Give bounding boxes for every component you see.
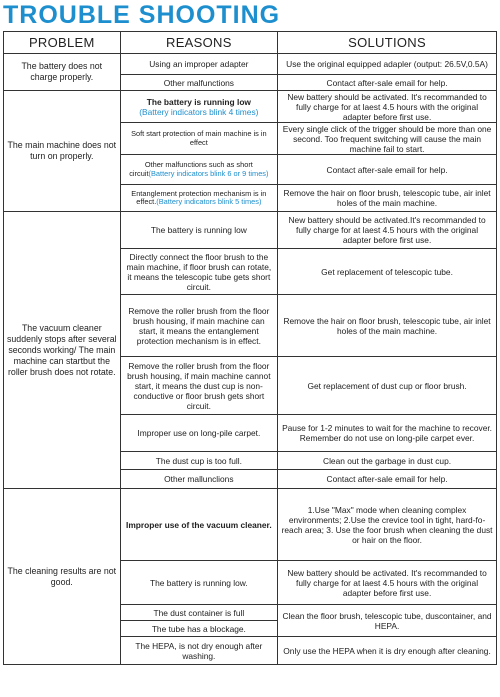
solution-cell: Remove the hair on floor brush, telescopic tube, air inlet holes of the main machine. xyxy=(278,185,497,212)
table-row xyxy=(4,212,497,249)
reason-cell: The dust container is full xyxy=(120,605,278,621)
problem-cell: The main machine does not turn on properly. xyxy=(4,91,121,212)
solution-cell: 1.Use "Max" mode when cleaning complex environments; 2.Use the crevice tool in tight, hard-fo-reach area; 3. Use the foor brush when cleaning the dust or hair on the floor. xyxy=(278,489,497,561)
table-row xyxy=(4,91,497,123)
solution-cell: Contact after-sale email for help. xyxy=(278,155,497,185)
solution-cell: Clean the floor brush, telescopic tube, duscontainer, and HEPA. xyxy=(278,605,497,637)
reason-cell xyxy=(120,91,278,123)
trouble-shooting-table xyxy=(3,31,497,665)
reason-cell: The HEPA, is not dry enough after washing. xyxy=(120,637,278,665)
reason-cell: Other mallunclions xyxy=(120,470,278,489)
reason-cell: Remove the roller brush from the floor brush housing, if main machine can start, it means the entanglement protection mechanism is in effect. xyxy=(120,295,278,357)
solution-cell: Pause for 1-2 minutes to wait for the machine to recover. Remember do not use on long-pile carpet ever. xyxy=(278,415,497,452)
page-title: TROUBLE SHOOTING xyxy=(3,1,281,29)
battery-indicator-note: (Battery indicators blink 4 times) xyxy=(139,106,259,117)
reason-cell: Other malfunctions xyxy=(120,75,278,91)
solution-cell: Use the original equipped adapler (output: 26.5V,0.5A) xyxy=(278,54,497,75)
battery-indicator-note: (Battery indicators blink 6 or 9 times) xyxy=(148,168,269,178)
reason-cell xyxy=(120,155,278,185)
header-solutions: SOLUTIONS xyxy=(278,32,497,54)
header-problem: PROBLEM xyxy=(4,32,121,54)
table-row xyxy=(4,54,497,75)
reason-cell: The tube has a blockage. xyxy=(120,621,278,637)
solution-cell: New battery should be activated.It's recommanded to fully charge for at laest 4.5 hours with the original adapter before first use. xyxy=(278,212,497,249)
solution-cell: Every single click of the trigger should be more than one second. Too frequent switching will cause the main machine fail to start. xyxy=(278,123,497,155)
reason-cell: The dust cup is too full. xyxy=(120,452,278,470)
solution-cell: Contact after-sale email for help. xyxy=(278,75,497,91)
reason-cell: Directly connect the floor brush to the main machine, if floor brush can rotate, it means the telescopic tube gets short circuit. xyxy=(120,249,278,295)
reason-cell: The battery is running low xyxy=(120,212,278,249)
solution-cell: New battery should be activated. It's recommanded to fully charge for at laest 4.5 hours with the original adapter before first use. xyxy=(278,561,497,605)
reason-text: Entanglement protection mechanism is in effect. xyxy=(131,188,267,206)
solution-cell: Contact after-sale email for help. xyxy=(278,470,497,489)
reason-cell: Soft start protection of main machine is in effect xyxy=(120,123,278,155)
battery-indicator-note: (Battery indicators blink 5 times) xyxy=(156,197,262,206)
solution-cell: Get replacement of telescopic tube. xyxy=(278,249,497,295)
problem-cell: The cleaning results are not good. xyxy=(4,489,121,665)
reason-cell: Improper use of the vacuum cleaner. xyxy=(120,489,278,561)
solution-cell: Remove the hair on floor brush, telescopic tube, air inlet holes of the main machine. xyxy=(278,295,497,357)
solution-cell: Get replacement of dust cup or floor brush. xyxy=(278,357,497,415)
reason-cell xyxy=(120,185,278,212)
table-row xyxy=(4,489,497,561)
reason-cell: Using an improper adapter xyxy=(120,54,278,75)
reason-text: The battery is running low xyxy=(146,96,251,107)
table-header-row xyxy=(4,32,497,54)
problem-cell: The battery does not charge properly. xyxy=(4,54,121,91)
solution-cell: Clean out the garbage in dust cup. xyxy=(278,452,497,470)
reason-cell: Remove the roller brush from the floor brush housing, if main machine cannot start, it means the dust cup is non-conductive or floor brush gets short circuit. xyxy=(120,357,278,415)
problem-cell: The vacuum cleaner suddenly stops after several seconds working/ The main machine can startbut the roller brush does not rotate. xyxy=(4,212,121,489)
reason-cell: Improper use on long-pile carpet. xyxy=(120,415,278,452)
header-reasons: REASONS xyxy=(120,32,278,54)
reason-cell: The battery is running low. xyxy=(120,561,278,605)
reason-text: Other malfunctions such as short circuit xyxy=(129,160,253,178)
solution-cell: New battery should be activated. It's recommanded to fully charge for at laest 4.5 hours with the original adapter before first use. xyxy=(278,91,497,123)
solution-cell: Only use the HEPA when it is dry enough after cleaning. xyxy=(278,637,497,665)
